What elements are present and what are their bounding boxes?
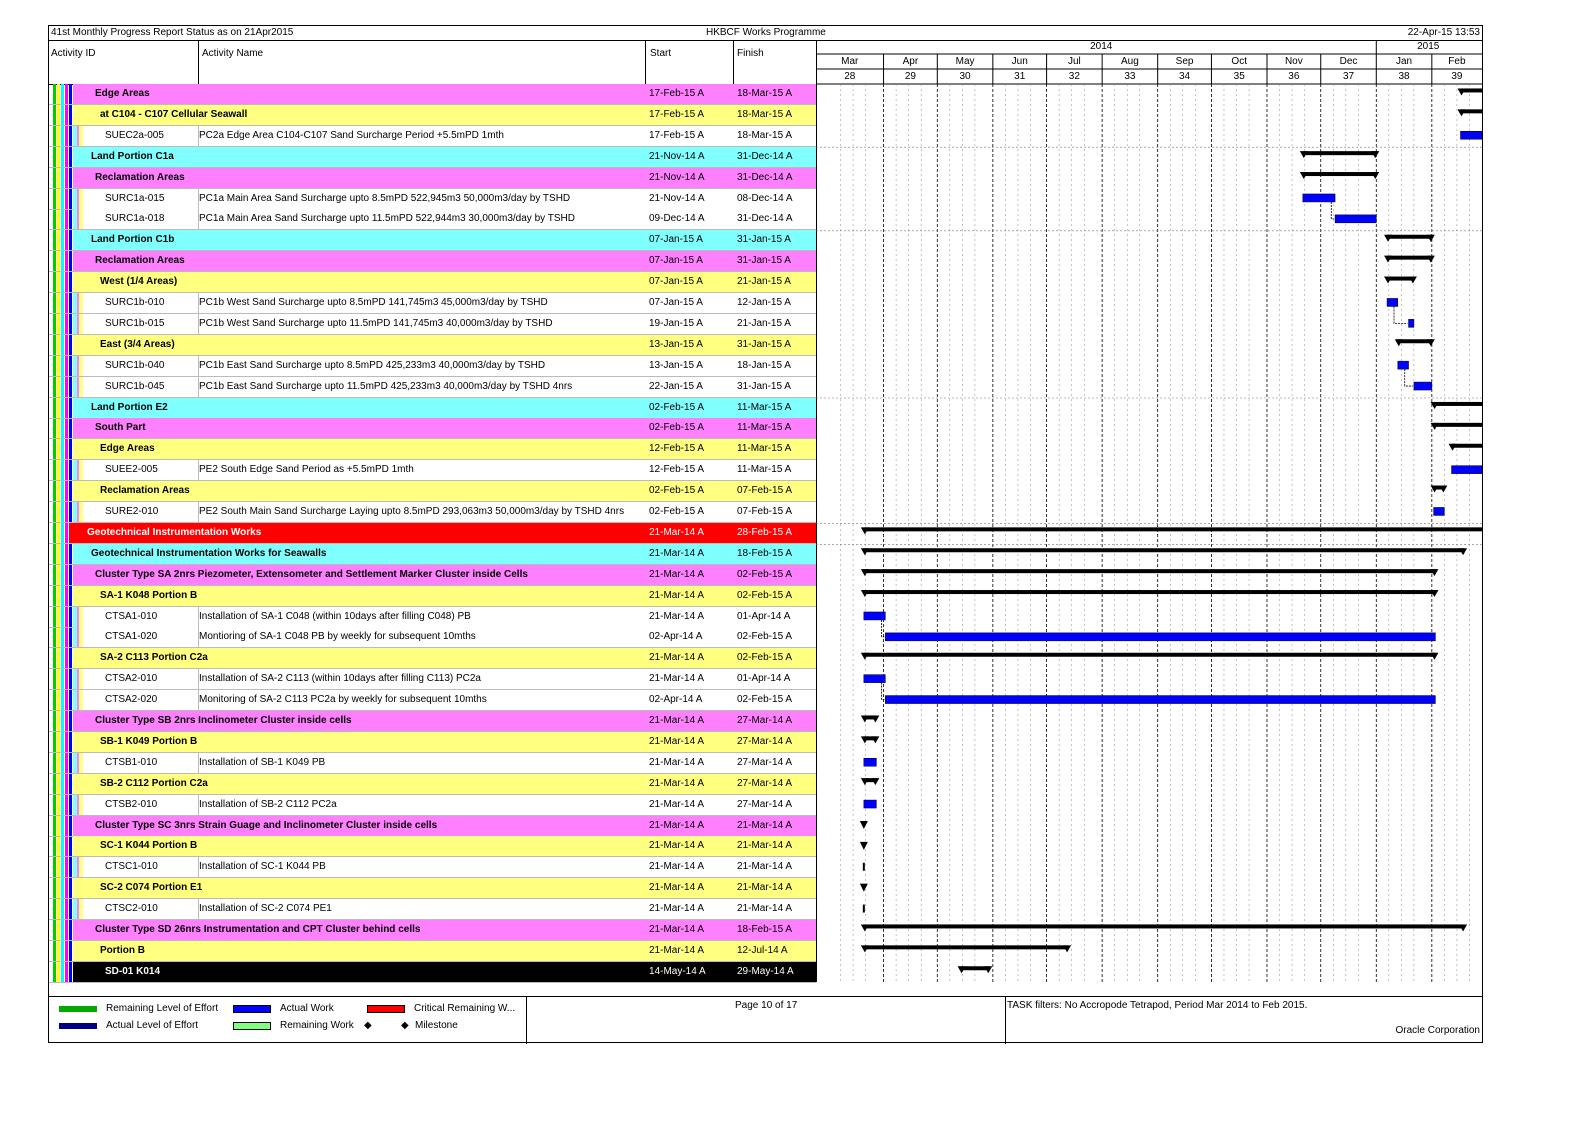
report-header bbox=[49, 26, 1482, 41]
period-label: 29 bbox=[904, 71, 916, 82]
activity-id: Land Portion C1b bbox=[91, 234, 175, 246]
period-label: 34 bbox=[1179, 71, 1191, 82]
col-finish[interactable]: Finish bbox=[737, 48, 764, 59]
month-label: Jun bbox=[1011, 56, 1028, 67]
activity-finish: 21-Mar-14 A bbox=[737, 882, 793, 894]
activity-start: 21-Mar-14 A bbox=[649, 944, 705, 956]
activity-id: Land Portion C1a bbox=[91, 150, 174, 162]
wbs-row[interactable] bbox=[49, 251, 816, 272]
wbs-row[interactable] bbox=[49, 272, 816, 293]
activity-id: SB-1 K049 Portion B bbox=[100, 735, 198, 747]
period-label: 31 bbox=[1014, 71, 1026, 82]
activity-row[interactable] bbox=[49, 293, 816, 314]
legend-divider bbox=[526, 997, 527, 1044]
activity-row[interactable] bbox=[49, 356, 816, 377]
activity-start: 21-Mar-14 A bbox=[649, 924, 705, 935]
actual-work-bar bbox=[1387, 298, 1398, 306]
activity-finish: 02-Feb-15 A bbox=[737, 694, 793, 706]
milestone-tick bbox=[863, 905, 865, 913]
activity-row[interactable] bbox=[49, 502, 816, 523]
period-label: 39 bbox=[1451, 71, 1463, 82]
report-timestamp: 22-Apr-15 13:53 bbox=[1407, 27, 1480, 38]
activity-name: Installation of SB-1 K049 PB bbox=[199, 756, 326, 768]
gantt-chart bbox=[816, 40, 1482, 982]
summary-bar bbox=[864, 653, 1436, 657]
activity-id: Edge Areas bbox=[100, 443, 155, 455]
activity-id: South Part bbox=[95, 422, 146, 434]
wbs-row[interactable] bbox=[49, 84, 816, 105]
activity-id: SURC1a-018 bbox=[105, 213, 165, 225]
activity-row[interactable] bbox=[49, 753, 816, 774]
activity-start: 02-Feb-15 A bbox=[649, 485, 705, 497]
actual-work-bar bbox=[1414, 382, 1432, 390]
month-label: Jul bbox=[1067, 56, 1081, 67]
wbs-row[interactable] bbox=[49, 774, 816, 795]
legend-divider bbox=[1005, 997, 1006, 1044]
milestone-icon: ◆ bbox=[364, 1020, 372, 1031]
activity-name: Installation of SC-2 C074 PE1 bbox=[199, 903, 332, 915]
wbs-row[interactable] bbox=[49, 418, 816, 439]
activity-start: 21-Mar-14 A bbox=[649, 903, 705, 915]
activity-id: SD-01 K014 bbox=[105, 965, 161, 977]
legend-label: Actual Work bbox=[280, 1003, 334, 1014]
activity-finish: 12-Jan-15 A bbox=[737, 297, 791, 308]
summary-bar bbox=[864, 548, 1464, 552]
activity-start: 21-Mar-14 A bbox=[649, 547, 705, 559]
summary-bar bbox=[1387, 235, 1432, 239]
activity-start: 02-Feb-15 A bbox=[649, 401, 705, 413]
wbs-row[interactable] bbox=[49, 711, 816, 732]
summary-bar bbox=[1398, 339, 1432, 343]
actual-work-bar bbox=[1398, 361, 1409, 369]
activity-finish: 31-Jan-15 A bbox=[737, 380, 791, 392]
activity-finish: 02-Feb-15 A bbox=[737, 568, 793, 580]
activity-name: PC1b East Sand Surcharge upto 8.5mPD 425,233m3 40,000m3/day by TSHD bbox=[199, 359, 546, 371]
activity-id: at C104 - C107 Cellular Seawall bbox=[100, 108, 248, 120]
legend-label: Milestone bbox=[415, 1020, 458, 1031]
activity-finish: 21-Mar-14 A bbox=[737, 861, 793, 873]
wbs-row[interactable] bbox=[49, 398, 816, 419]
actual-work-bar bbox=[864, 612, 886, 620]
summary-bar bbox=[1303, 151, 1376, 155]
activity-id: Reclamation Areas bbox=[100, 485, 190, 497]
wbs-row[interactable] bbox=[49, 481, 816, 502]
period-label: 38 bbox=[1398, 71, 1410, 82]
month-label: Nov bbox=[1284, 56, 1303, 67]
activity-id: Geotechnical Instrumentation Works for Seawalls bbox=[91, 547, 327, 559]
wbs-row[interactable] bbox=[49, 878, 816, 899]
activity-finish: 29-May-14 A bbox=[737, 965, 794, 977]
activity-start: 21-Nov-14 A bbox=[649, 192, 705, 204]
activity-start: 22-Jan-15 A bbox=[649, 380, 703, 392]
month-label: Sep bbox=[1175, 56, 1194, 67]
activity-start: 21-Nov-14 A bbox=[649, 150, 705, 162]
activity-id: SURE2-010 bbox=[105, 506, 159, 517]
wbs-row[interactable] bbox=[49, 335, 816, 356]
report-title: 41st Monthly Progress Report Status as on 21Apr2015 bbox=[51, 27, 294, 38]
activity-start: 21-Mar-14 A bbox=[649, 819, 705, 831]
summary-bar bbox=[864, 569, 1436, 573]
activity-id: Portion B bbox=[100, 944, 145, 956]
activity-id: CTSA2-010 bbox=[105, 673, 158, 685]
page-number: Page 10 of 17 bbox=[735, 1000, 798, 1011]
activity-finish: 21-Mar-14 A bbox=[737, 903, 793, 915]
period-label: 37 bbox=[1342, 71, 1355, 82]
activity-name: Montioring of SA-1 C048 PB by weekly for subsequent 10mths bbox=[199, 631, 476, 643]
month-label: May bbox=[955, 56, 975, 67]
dependency-link bbox=[1405, 369, 1413, 386]
legend-swatch-critical bbox=[367, 1005, 405, 1013]
activity-start: 17-Feb-15 A bbox=[649, 129, 705, 141]
activity-finish: 27-Mar-14 A bbox=[737, 735, 793, 747]
activity-id: Cluster Type SC 3nrs Strain Guage and Inclinometer Cluster inside cells bbox=[95, 819, 438, 831]
col-activity-name[interactable]: Activity Name bbox=[202, 48, 264, 59]
wbs-row[interactable] bbox=[49, 920, 816, 941]
activity-id: CTSC2-010 bbox=[105, 903, 158, 915]
activity-row[interactable] bbox=[49, 627, 816, 648]
activity-start: 13-Jan-15 A bbox=[649, 359, 703, 371]
col-activity-id[interactable]: Activity ID bbox=[51, 48, 96, 59]
activity-name: Installation of SA-1 C048 (within 10days after filling C048) PB bbox=[199, 610, 471, 622]
activity-name: Installation of SB-2 C112 PC2a bbox=[199, 798, 337, 810]
company-name: Oracle Corporation bbox=[1395, 1025, 1480, 1036]
actual-work-bar bbox=[1303, 194, 1335, 202]
summary-bar bbox=[864, 945, 1068, 949]
col-start[interactable]: Start bbox=[650, 48, 672, 59]
activity-start: 21-Mar-14 A bbox=[649, 568, 705, 580]
activity-id: CTSA2-020 bbox=[105, 694, 158, 706]
month-label: Mar bbox=[841, 56, 859, 67]
month-label: Aug bbox=[1121, 56, 1139, 67]
activity-id: CTSA1-010 bbox=[105, 610, 158, 622]
activity-finish: 07-Feb-15 A bbox=[737, 506, 793, 517]
activity-id: SUEE2-005 bbox=[105, 464, 158, 476]
activity-row[interactable] bbox=[49, 669, 816, 690]
wbs-row[interactable] bbox=[49, 168, 816, 189]
activity-finish: 18-Feb-15 A bbox=[737, 547, 793, 559]
activity-id: SURC1b-010 bbox=[105, 297, 165, 308]
period-label: 32 bbox=[1068, 71, 1080, 82]
legend-label: Remaining Work bbox=[280, 1020, 354, 1031]
activity-name: PC1b West Sand Surcharge upto 11.5mPD 141,745m3 40,000m3/day by TSHD bbox=[199, 317, 553, 329]
activity-name: PE2 South Edge Sand Period as +5.5mPD 1mth bbox=[199, 464, 414, 476]
activity-finish: 31-Jan-15 A bbox=[737, 234, 791, 246]
activity-start: 07-Jan-15 A bbox=[649, 297, 703, 308]
activity-finish: 07-Feb-15 A bbox=[737, 485, 793, 497]
task-filters: TASK filters: No Accropode Tetrapod, Period Mar 2014 to Feb 2015. bbox=[1007, 1000, 1308, 1011]
legend-panel bbox=[49, 996, 1482, 1044]
summary-bar bbox=[864, 527, 1482, 531]
dependency-link bbox=[1331, 202, 1334, 219]
activity-finish: 18-Mar-15 A bbox=[737, 108, 793, 120]
activity-row[interactable] bbox=[49, 899, 816, 920]
activity-finish: 18-Mar-15 A bbox=[737, 129, 793, 141]
actual-work-bar bbox=[864, 758, 877, 766]
activity-id: SA-1 K048 Portion B bbox=[100, 589, 198, 601]
wbs-row[interactable] bbox=[49, 523, 816, 544]
month-label: Apr bbox=[902, 56, 919, 67]
activity-start: 07-Jan-15 A bbox=[649, 255, 703, 267]
legend-swatch-actual-loe bbox=[59, 1023, 97, 1029]
activity-start: 21-Mar-14 A bbox=[649, 673, 705, 685]
activity-id: Edge Areas bbox=[95, 88, 150, 99]
activity-finish: 11-Mar-15 A bbox=[737, 401, 792, 413]
summary-bar bbox=[1434, 402, 1482, 406]
activity-id: Land Portion E2 bbox=[91, 401, 168, 413]
month-label: Oct bbox=[1231, 56, 1247, 67]
wbs-row[interactable] bbox=[49, 648, 816, 669]
activity-row[interactable] bbox=[49, 189, 816, 210]
activity-start: 21-Mar-14 A bbox=[649, 777, 705, 789]
activity-start: 21-Mar-14 A bbox=[649, 652, 705, 664]
activity-id: SC-2 C074 Portion E1 bbox=[100, 882, 203, 894]
activity-finish: 31-Jan-15 A bbox=[737, 338, 791, 350]
wbs-row[interactable] bbox=[49, 544, 816, 565]
activity-row[interactable] bbox=[49, 209, 816, 230]
actual-work-bar bbox=[1460, 131, 1482, 139]
period-label: 30 bbox=[959, 71, 971, 82]
activity-finish: 27-Mar-14 A bbox=[737, 798, 793, 810]
month-label: Jan bbox=[1395, 56, 1413, 67]
activity-name: PC1b West Sand Surcharge upto 8.5mPD 141,745m3 45,000m3/day by TSHD bbox=[199, 297, 548, 308]
activity-start: 21-Mar-14 A bbox=[649, 610, 705, 622]
wbs-row[interactable] bbox=[49, 586, 816, 607]
activity-start: 02-Feb-15 A bbox=[649, 506, 705, 517]
activity-id: Geotechnical Instrumentation Works bbox=[87, 526, 262, 538]
legend-label: Critical Remaining W... bbox=[414, 1003, 516, 1014]
activity-id: Cluster Type SB 2nrs Inclinometer Cluster inside cells bbox=[95, 715, 352, 726]
wbs-row[interactable] bbox=[49, 962, 816, 983]
activity-finish: 18-Jan-15 A bbox=[737, 359, 791, 371]
activity-id: Reclamation Areas bbox=[95, 171, 185, 183]
activity-finish: 27-Mar-14 A bbox=[737, 715, 793, 726]
actual-work-bar bbox=[1452, 466, 1482, 474]
activity-finish: 01-Apr-14 A bbox=[737, 610, 791, 622]
activity-finish: 27-Mar-14 A bbox=[737, 756, 793, 768]
activity-row[interactable] bbox=[49, 377, 816, 398]
activity-finish: 02-Feb-15 A bbox=[737, 652, 793, 664]
report-frame bbox=[48, 25, 1483, 1043]
activity-start: 02-Apr-14 A bbox=[649, 631, 703, 643]
activity-start: 14-May-14 A bbox=[649, 965, 706, 977]
activity-id: SUEC2a-005 bbox=[105, 129, 164, 141]
col-divider bbox=[198, 40, 199, 84]
milestone-icon: ◆ bbox=[401, 1020, 409, 1031]
summary-bar bbox=[864, 924, 1464, 928]
activity-start: 02-Feb-15 A bbox=[649, 422, 705, 434]
activity-name: PE2 South Main Sand Surcharge Laying upto 8.5mPD 293,063m3 50,000m3/day by TSHD 4nrs bbox=[199, 506, 625, 517]
activity-id: Reclamation Areas bbox=[95, 255, 185, 267]
wbs-row[interactable] bbox=[49, 147, 816, 168]
activity-start: 12-Feb-15 A bbox=[649, 464, 705, 476]
activity-row[interactable] bbox=[49, 460, 816, 481]
activity-finish: 01-Apr-14 A bbox=[737, 673, 791, 685]
activity-start: 21-Mar-14 A bbox=[649, 840, 705, 852]
activity-id: CTSA1-020 bbox=[105, 631, 158, 643]
milestone-tick bbox=[863, 863, 865, 871]
activity-start: 21-Mar-14 A bbox=[649, 798, 705, 810]
activity-start: 13-Jan-15 A bbox=[649, 338, 703, 350]
milestone-marker bbox=[860, 821, 868, 829]
activity-id: Cluster Type SD 26nrs Instrumentation and CPT Cluster behind cells bbox=[95, 924, 421, 935]
activity-finish: 31-Dec-14 A bbox=[737, 150, 793, 162]
activity-finish: 18-Feb-15 A bbox=[737, 924, 793, 935]
activity-start: 21-Mar-14 A bbox=[649, 526, 705, 538]
activity-name: Monitoring of SA-2 C113 PC2a by weekly for subsequent 10mths bbox=[199, 694, 487, 706]
activity-id: CTSB1-010 bbox=[105, 756, 158, 768]
legend-label: Actual Level of Effort bbox=[106, 1020, 199, 1031]
actual-work-bar bbox=[864, 675, 886, 683]
activity-start: 12-Feb-15 A bbox=[649, 443, 705, 455]
activity-id: SC-1 K044 Portion B bbox=[100, 840, 198, 852]
wbs-row[interactable] bbox=[49, 836, 816, 857]
activity-start: 09-Dec-14 A bbox=[649, 213, 705, 225]
period-label: 36 bbox=[1288, 71, 1300, 82]
summary-bar bbox=[1434, 423, 1482, 427]
year-label: 2015 bbox=[1417, 41, 1440, 52]
activity-start: 21-Mar-14 A bbox=[649, 756, 705, 768]
activity-start: 21-Mar-14 A bbox=[649, 715, 705, 726]
wbs-row[interactable] bbox=[49, 439, 816, 460]
month-label: Feb bbox=[1448, 56, 1466, 67]
activity-start: 21-Mar-14 A bbox=[649, 589, 705, 601]
activity-finish: 21-Jan-15 A bbox=[737, 317, 791, 329]
activity-name: Installation of SC-1 K044 PB bbox=[199, 861, 326, 873]
actual-work-bar bbox=[885, 633, 1435, 641]
activity-id: SURC1b-015 bbox=[105, 317, 165, 329]
activity-id: Cluster Type SA 2nrs Piezometer, Extensometer and Settlement Marker Cluster inside Cells bbox=[95, 568, 528, 580]
activity-name: PC1a Main Area Sand Surcharge upto 11.5mPD 522,944m3 30,000m3/day by TSHD bbox=[199, 213, 575, 225]
year-label: 2014 bbox=[1090, 41, 1113, 52]
activity-row[interactable] bbox=[49, 126, 816, 147]
activity-id: SURC1b-040 bbox=[105, 359, 165, 371]
activity-start: 21-Nov-14 A bbox=[649, 171, 705, 183]
wbs-row[interactable] bbox=[49, 816, 816, 837]
actual-work-bar bbox=[1409, 319, 1414, 327]
activity-name: PC1b East Sand Surcharge upto 11.5mPD 425,233m3 40,000m3/day by TSHD 4nrs bbox=[199, 380, 573, 392]
activity-finish: 02-Feb-15 A bbox=[737, 589, 793, 601]
column-header bbox=[49, 40, 816, 85]
activity-finish: 21-Jan-15 A bbox=[737, 276, 791, 288]
activity-finish: 31-Jan-15 A bbox=[737, 255, 791, 267]
activity-id: CTSB2-010 bbox=[105, 798, 158, 810]
activity-finish: 31-Dec-14 A bbox=[737, 171, 793, 183]
milestone-marker bbox=[860, 884, 868, 892]
legend-swatch-remaining-work bbox=[233, 1022, 271, 1030]
activity-row[interactable] bbox=[49, 795, 816, 816]
wbs-row[interactable] bbox=[49, 941, 816, 962]
activity-id: West (1/4 Areas) bbox=[100, 276, 178, 288]
activity-row[interactable] bbox=[49, 607, 816, 628]
activity-name: PC1a Main Area Sand Surcharge upto 8.5mPD 522,945m3 50,000m3/day by TSHD bbox=[199, 192, 571, 204]
actual-work-bar bbox=[1434, 507, 1445, 515]
activity-start: 21-Mar-14 A bbox=[649, 735, 705, 747]
activity-id: SA-2 C113 Portion C2a bbox=[100, 652, 208, 664]
activity-finish: 28-Feb-15 A bbox=[737, 526, 793, 538]
legend-swatch-actual-work bbox=[233, 1005, 271, 1013]
activity-start: 07-Jan-15 A bbox=[649, 276, 703, 288]
wbs-row[interactable] bbox=[49, 565, 816, 586]
wbs-row[interactable] bbox=[49, 732, 816, 753]
activity-start: 21-Mar-14 A bbox=[649, 861, 705, 873]
dependency-link bbox=[1394, 306, 1408, 323]
activity-finish: 21-Mar-14 A bbox=[737, 840, 793, 852]
activity-start: 07-Jan-15 A bbox=[649, 234, 703, 246]
activity-start: 17-Feb-15 A bbox=[649, 108, 705, 120]
programme-title: HKBCF Works Programme bbox=[706, 27, 826, 38]
activity-finish: 11-Mar-15 A bbox=[737, 464, 792, 476]
activity-id: CTSC1-010 bbox=[105, 861, 158, 873]
milestone-marker bbox=[860, 842, 868, 850]
activity-row[interactable] bbox=[49, 314, 816, 335]
activity-finish: 11-Mar-15 A bbox=[737, 443, 792, 455]
activity-finish: 21-Mar-14 A bbox=[737, 819, 793, 831]
summary-bar bbox=[864, 590, 1436, 594]
period-label: 28 bbox=[844, 71, 856, 82]
summary-bar bbox=[1303, 172, 1376, 176]
activity-name: Installation of SA-2 C113 (within 10days after filling C113) PC2a bbox=[199, 673, 481, 685]
activity-finish: 18-Mar-15 A bbox=[737, 88, 793, 99]
activity-finish: 12-Jul-14 A bbox=[737, 944, 788, 956]
activity-start: 17-Feb-15 A bbox=[649, 88, 705, 99]
activity-id: SURC1a-015 bbox=[105, 192, 165, 204]
activity-finish: 11-Mar-15 A bbox=[737, 422, 792, 434]
activity-row[interactable] bbox=[49, 690, 816, 711]
actual-work-bar bbox=[864, 800, 877, 808]
activity-id: SURC1b-045 bbox=[105, 380, 165, 392]
activity-start: 02-Apr-14 A bbox=[649, 694, 703, 706]
legend-label: Remaining Level of Effort bbox=[106, 1003, 219, 1014]
activity-finish: 27-Mar-14 A bbox=[737, 777, 793, 789]
activity-name: PC2a Edge Area C104-C107 Sand Surcharge Period +5.5mPD 1mth bbox=[199, 129, 504, 141]
period-label: 35 bbox=[1233, 71, 1245, 82]
activity-finish: 31-Dec-14 A bbox=[737, 213, 793, 225]
activity-id: SB-2 C112 Portion C2a bbox=[100, 777, 208, 789]
actual-work-bar bbox=[1335, 215, 1376, 223]
summary-bar bbox=[1387, 256, 1432, 260]
actual-work-bar bbox=[885, 696, 1435, 704]
activity-start: 21-Mar-14 A bbox=[649, 882, 705, 894]
activity-id: East (3/4 Areas) bbox=[100, 338, 175, 350]
period-label: 33 bbox=[1124, 71, 1136, 82]
activity-row[interactable] bbox=[49, 857, 816, 878]
legend-swatch-remaining-loe bbox=[59, 1006, 97, 1012]
activity-start: 19-Jan-15 A bbox=[649, 317, 703, 329]
wbs-row[interactable] bbox=[49, 230, 816, 251]
activity-finish: 02-Feb-15 A bbox=[737, 631, 793, 643]
wbs-row[interactable] bbox=[49, 105, 816, 126]
month-label: Dec bbox=[1339, 56, 1358, 67]
activity-finish: 08-Dec-14 A bbox=[737, 192, 793, 204]
